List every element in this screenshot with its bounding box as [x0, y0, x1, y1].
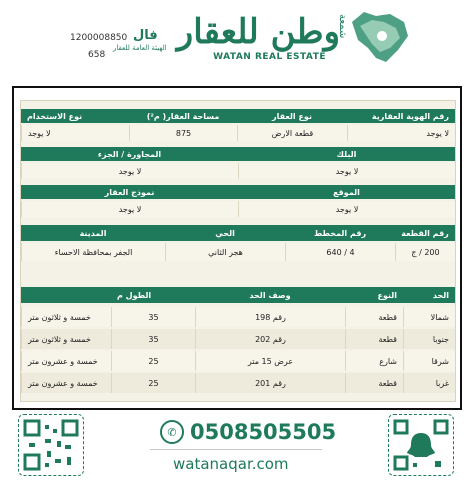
value-property-area: 875	[129, 125, 237, 141]
value-block: لا يوجد	[238, 163, 455, 179]
bound-type: شارع	[345, 351, 403, 371]
bound-type: قطعة	[345, 373, 403, 393]
bounds-table-header	[21, 287, 455, 303]
contact-phone[interactable]	[160, 420, 336, 444]
bound-length: 25	[111, 373, 195, 393]
property-info-panel	[20, 100, 456, 402]
qr-code-graphic	[19, 415, 83, 475]
header-block: البلك	[238, 147, 455, 161]
header-usage-type: نوع الاستخدام	[21, 109, 129, 123]
bound-direction: شرقا	[403, 351, 455, 371]
value-plot-number: 200 / ج	[395, 243, 455, 261]
bounds-header-direction: الحد	[403, 287, 455, 303]
bound-direction: جنوبا	[403, 329, 455, 349]
header	[0, 0, 472, 80]
bounds-header-type: النوع	[345, 287, 403, 303]
header-property-id: رقم الهوية العقارية	[347, 109, 455, 123]
bound-length-words: خمسة و عشرون متر	[21, 351, 111, 371]
header-property-type: نوع العقار	[237, 109, 347, 123]
brand-small-text: شمعة	[337, 14, 348, 39]
value-city: الجفر بمحافظة الاحساء	[21, 243, 165, 261]
info-row2-values	[21, 163, 455, 179]
header-city: المدينة	[21, 225, 165, 241]
table-row	[21, 307, 455, 327]
bound-description: عرض 15 متر	[195, 351, 345, 371]
bound-length-words: خمسة و ثلاثون متر	[21, 307, 111, 327]
snapchat-qr-graphic	[389, 415, 453, 475]
info-row3-header	[21, 185, 455, 199]
info-row4-values	[21, 243, 455, 261]
header-neighborhood-part: المجاورة / الجزء	[21, 147, 238, 161]
value-property-type: قطعة الارض	[237, 125, 347, 141]
value-district: هجر الثاني	[165, 243, 285, 261]
snapchat-qr-icon[interactable]	[388, 414, 454, 476]
table-row	[21, 329, 455, 349]
info-row4-header	[21, 225, 455, 241]
footer-divider	[150, 449, 322, 450]
info-row1-header	[21, 109, 455, 123]
qr-code-icon[interactable]	[18, 414, 84, 476]
bound-length: 25	[111, 351, 195, 371]
info-row2-header	[21, 147, 455, 161]
header-property-area: مساحة العقار( م²)	[129, 109, 237, 123]
property-document	[12, 86, 462, 410]
value-plan-number: 4 / 640	[285, 243, 395, 261]
fal-license-label: فال	[133, 28, 158, 43]
bound-description: رقم 201	[195, 373, 345, 393]
bound-type: قطعة	[345, 307, 403, 327]
website-link[interactable]: watanaqar.com	[173, 455, 289, 473]
value-usage-type: لا يوجد	[21, 125, 129, 141]
header-plot-number: رقم القطعة	[395, 225, 455, 241]
saudi-map-logo-icon	[346, 6, 412, 68]
header-district: الحي	[165, 225, 285, 241]
bound-length: 35	[111, 307, 195, 327]
bound-direction: شمالا	[403, 307, 455, 327]
bound-direction: غربا	[403, 373, 455, 393]
brand-name-arabic: وطن للعقار	[176, 12, 340, 52]
bound-length: 35	[111, 329, 195, 349]
bounds-header-length: الطول م	[111, 287, 195, 303]
brand-name-english: WATAN REAL ESTATE	[213, 52, 326, 62]
bound-description: رقم 202	[195, 329, 345, 349]
bound-length-words: خمسة و عشرون متر	[21, 373, 111, 393]
header-property-model: نموذج العقار	[21, 185, 238, 199]
header-location: الموقع	[238, 185, 455, 199]
whatsapp-icon: ✆	[160, 420, 184, 444]
value-neighborhood-part: لا يوجد	[21, 163, 238, 179]
value-property-id: لا يوجد	[347, 125, 455, 141]
value-property-model: لا يوجد	[21, 201, 238, 217]
bound-description: رقم 198	[195, 307, 345, 327]
phone-number[interactable]: 0508505505	[190, 420, 337, 444]
header-plan-number: رقم المخطط	[285, 225, 395, 241]
bounds-header-length-words	[21, 287, 111, 303]
info-row3-values	[21, 201, 455, 217]
fal-license-number: 1200008850	[70, 33, 128, 43]
fal-short-number: 658	[88, 50, 106, 60]
bound-length-words: خمسة و ثلاثون متر	[21, 329, 111, 349]
value-location: لا يوجد	[238, 201, 455, 217]
bounds-header-description: وصف الحد	[195, 287, 345, 303]
table-row	[21, 373, 455, 393]
fal-authority-label: الهيئة العامة للعقار	[113, 44, 167, 52]
table-row	[21, 351, 455, 371]
bound-type: قطعة	[345, 329, 403, 349]
info-row1-values	[21, 125, 455, 141]
